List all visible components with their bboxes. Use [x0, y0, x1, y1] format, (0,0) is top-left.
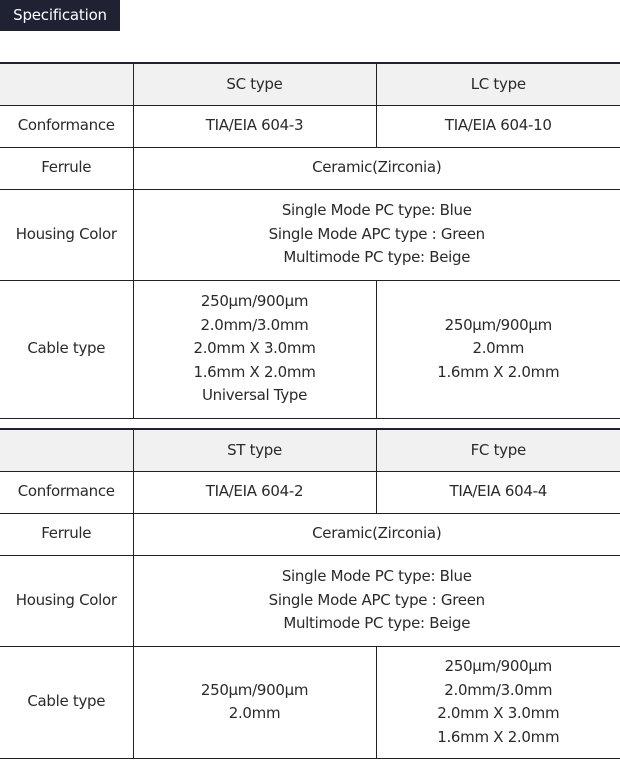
- header-empty-cell: [0, 63, 133, 105]
- row-label-conformance: Conformance: [0, 471, 133, 513]
- housing-line: Single Mode PC type: Blue: [281, 201, 472, 220]
- ferrule-row: [0, 513, 620, 555]
- header-fc-type: FC type: [376, 429, 620, 471]
- ferrule-row: [0, 147, 620, 189]
- housing-line: Multimode PC type: Beige: [283, 248, 471, 267]
- header-st-type: ST type: [133, 429, 376, 471]
- conformance-lc: TIA/EIA 604-10: [376, 105, 620, 147]
- cable-type-row: [0, 280, 620, 418]
- row-label-cable-type: Cable type: [0, 646, 133, 758]
- housing-color-value: [133, 189, 620, 280]
- row-label-housing-color: Housing Color: [0, 555, 133, 646]
- cable-line: 2.0mm X 3.0mm: [437, 704, 560, 722]
- row-label-ferrule: Ferrule: [0, 513, 133, 555]
- conformance-row: [0, 471, 620, 513]
- cable-type-sc: [133, 280, 376, 418]
- table-header-row: [0, 429, 620, 471]
- cable-line: 250μm/900μm: [200, 292, 309, 311]
- housing-color-row: [0, 189, 620, 280]
- cable-line: 2.0mm/3.0mm: [200, 315, 309, 334]
- housing-line: Single Mode APC type : Green: [268, 590, 485, 609]
- conformance-fc: TIA/EIA 604-4: [376, 471, 620, 513]
- ferrule-value: Ceramic(Zirconia): [133, 147, 620, 189]
- cable-line: 2.0mm: [228, 704, 281, 722]
- housing-line: Single Mode PC type: Blue: [281, 567, 472, 586]
- conformance-row: [0, 105, 620, 147]
- housing-color-value: [133, 555, 620, 646]
- section-label: Specification: [0, 0, 120, 31]
- cable-line: 1.6mm X 2.0mm: [437, 362, 560, 381]
- cable-line: 2.0mm/3.0mm: [444, 680, 553, 699]
- row-label-conformance: Conformance: [0, 105, 133, 147]
- cable-line: 2.0mm: [472, 339, 525, 358]
- cable-type-lc: [376, 280, 620, 418]
- cable-type-row: [0, 646, 620, 758]
- header-sc-type: SC type: [133, 63, 376, 105]
- spec-table-st-fc: [0, 428, 620, 759]
- cable-line: 1.6mm X 2.0mm: [437, 727, 560, 746]
- cable-line: 2.0mm X 3.0mm: [193, 339, 316, 358]
- housing-line: Single Mode APC type : Green: [268, 224, 485, 243]
- header-empty-cell: [0, 429, 133, 471]
- housing-color-row: [0, 555, 620, 646]
- cable-type-fc: [376, 646, 620, 758]
- conformance-st: TIA/EIA 604-2: [133, 471, 376, 513]
- cable-line: 1.6mm X 2.0mm: [193, 362, 316, 381]
- header-lc-type: LC type: [376, 63, 620, 105]
- cable-type-st: [133, 646, 376, 758]
- row-label-ferrule: Ferrule: [0, 147, 133, 189]
- cable-line: 250μm/900μm: [444, 657, 552, 675]
- cable-line: 250μm/900μm: [200, 680, 309, 699]
- row-label-housing-color: Housing Color: [0, 189, 133, 280]
- cable-line: Universal Type: [201, 386, 308, 405]
- housing-line: Multimode PC type: Beige: [283, 614, 471, 633]
- table-header-row: [0, 63, 620, 105]
- cable-line: 250μm/900μm: [444, 315, 552, 334]
- row-label-cable-type: Cable type: [0, 280, 133, 418]
- conformance-sc: TIA/EIA 604-3: [133, 105, 376, 147]
- ferrule-value: Ceramic(Zirconia): [133, 513, 620, 555]
- spec-table-sc-lc: [0, 62, 620, 419]
